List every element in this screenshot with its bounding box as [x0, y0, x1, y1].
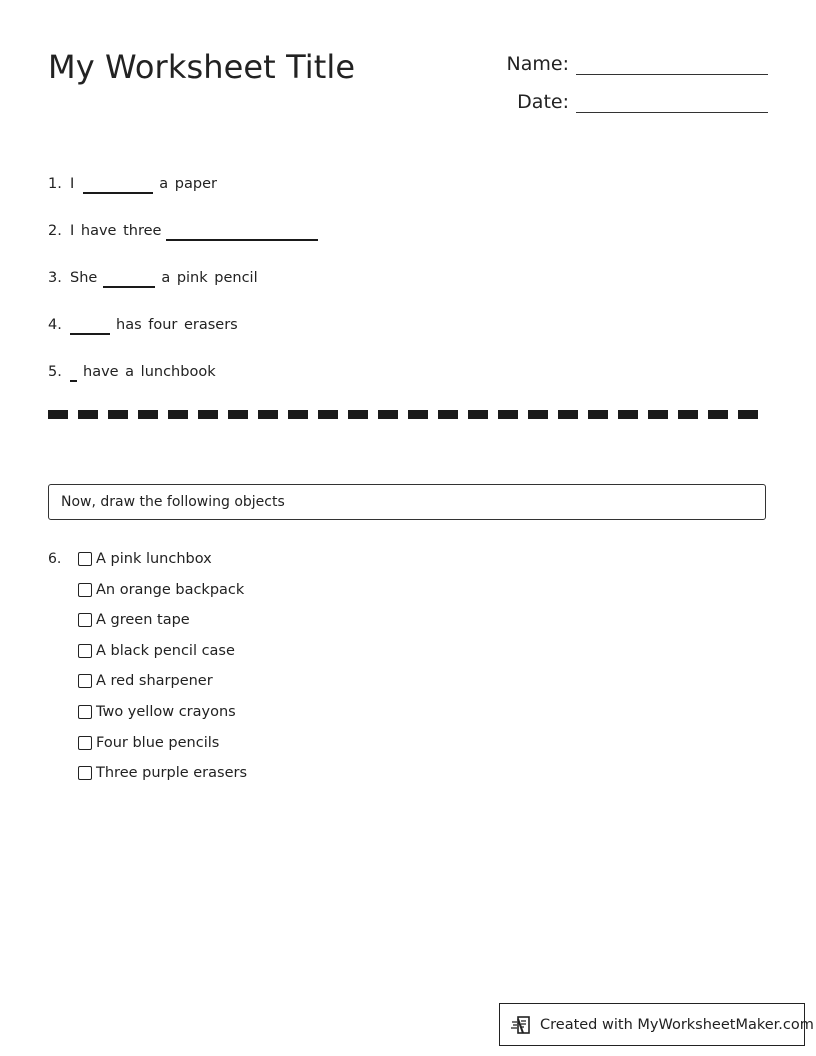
checkbox[interactable] [78, 552, 92, 566]
date-label: Date: [517, 91, 569, 113]
checkbox[interactable] [78, 705, 92, 719]
checklist-item-label: Two yellow crayons [96, 703, 236, 720]
question-item [48, 194, 748, 241]
answer-blank[interactable] [83, 174, 153, 194]
dashed-divider [48, 410, 768, 419]
checklist-item-label: A green tape [96, 612, 190, 629]
answer-blank[interactable] [70, 362, 77, 382]
checklist-item-label: A pink lunchbox [96, 551, 212, 567]
footer-badge[interactable] [499, 1003, 814, 1046]
answer-blank[interactable] [166, 221, 318, 241]
checklist-item [78, 580, 247, 611]
instruction-box [48, 484, 766, 520]
checkbox[interactable] [78, 674, 92, 688]
question-number: 3. [48, 270, 62, 286]
question-item [48, 335, 748, 382]
name-label: Name: [506, 53, 569, 75]
checklist-item [78, 763, 247, 794]
checklist-item [78, 610, 247, 641]
checkbox[interactable] [78, 583, 92, 597]
checklist-item [78, 702, 247, 733]
answer-blank[interactable] [70, 315, 110, 335]
instruction-text: Now, draw the following objects [61, 494, 285, 510]
footer-text: Created with MyWorksheetMaker.com [540, 1016, 814, 1033]
question-text-before: I have three [70, 223, 162, 239]
question-number: 4. [48, 317, 62, 333]
answer-blank[interactable] [103, 268, 155, 288]
date-blank-line[interactable] [576, 90, 768, 113]
fill-in-blank-list [48, 147, 748, 382]
question-number: 5. [48, 364, 62, 380]
question-item [48, 288, 748, 335]
checkbox[interactable] [78, 766, 92, 780]
checkbox[interactable] [78, 613, 92, 627]
question-text-before: She [70, 270, 98, 286]
checklist-item-label: A red sharpener [96, 673, 213, 690]
question-text-after: a pink pencil [161, 270, 258, 286]
question-text-after: has four erasers [116, 317, 238, 333]
checklist-item [78, 671, 247, 702]
checklist-item [78, 549, 247, 580]
checkbox[interactable] [78, 644, 92, 658]
question-number: 2. [48, 223, 62, 239]
question-number: 6. [48, 551, 62, 567]
question-item [48, 147, 748, 194]
checkbox[interactable] [78, 736, 92, 750]
checklist-item [78, 641, 247, 672]
question-text-before: I [70, 176, 75, 192]
checklist [78, 549, 247, 794]
checklist-item-label: A black pencil case [96, 642, 235, 659]
name-field-row [507, 52, 768, 75]
question-item [48, 241, 748, 288]
checklist-item-label: An orange backpack [96, 581, 245, 598]
checklist-item-label: Three purple erasers [96, 765, 248, 782]
question-text-after: a paper [159, 176, 217, 192]
worksheet-logo-icon [511, 1014, 533, 1036]
date-field-row [517, 90, 768, 113]
question-text-after: have a lunchbook [83, 364, 216, 380]
checklist-item-label: Four blue pencils [96, 734, 220, 751]
question-number: 1. [48, 176, 62, 192]
name-blank-line[interactable] [576, 52, 768, 75]
page-title: My Worksheet Title [48, 48, 356, 86]
checklist-item [78, 733, 247, 764]
